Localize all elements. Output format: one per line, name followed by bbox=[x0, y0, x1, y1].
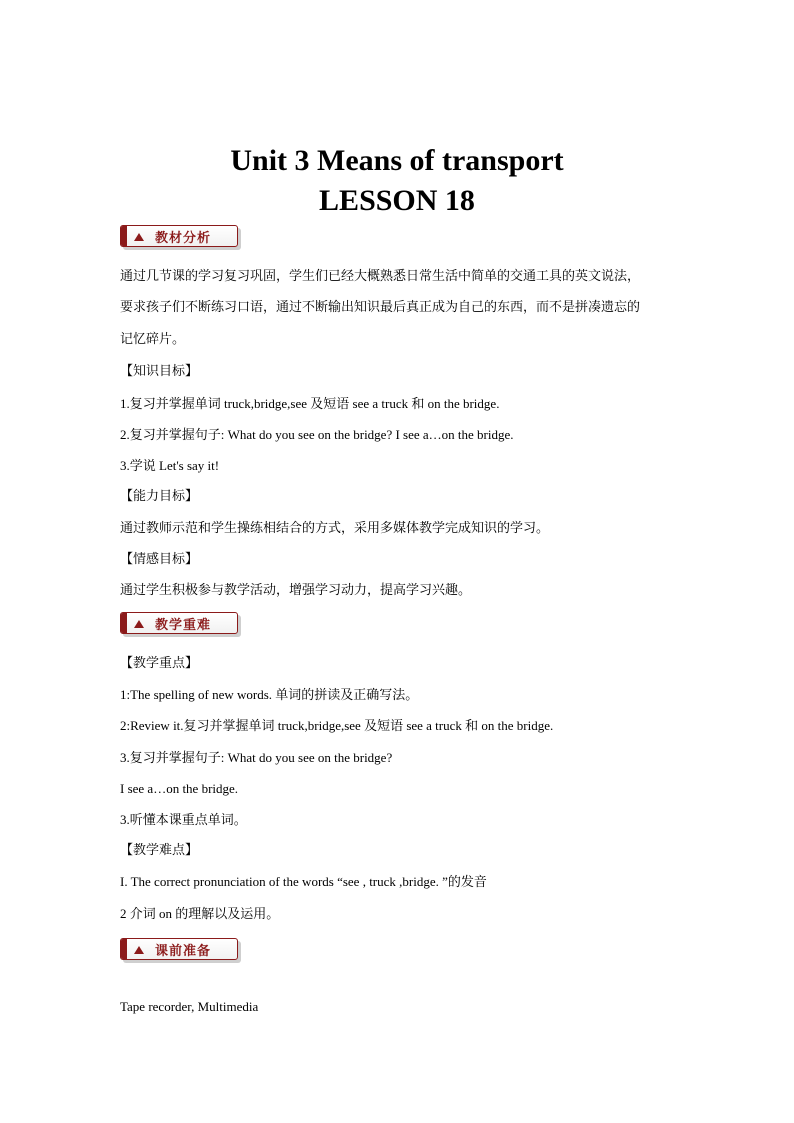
lesson-title: LESSON 18 bbox=[319, 184, 475, 217]
key-item-2: 2:Review it.复习并掌握单词 truck,bridge,see 及短语 see a truck 和 on the bridge. bbox=[120, 718, 554, 733]
knowledge-item-1: 1.复习并掌握单词 truck,bridge,see 及短语 see a truck 和 on the bridge. bbox=[120, 396, 500, 411]
key-item-4: I see a…on the bridge. bbox=[120, 781, 239, 796]
analysis-line-3: 记忆碎片。 bbox=[120, 332, 186, 347]
badge-bar bbox=[121, 226, 127, 246]
triangle-icon bbox=[134, 946, 144, 954]
section-badge-analysis bbox=[120, 225, 238, 247]
knowledge-heading: 【知识目标】 bbox=[120, 364, 199, 379]
badge-bar bbox=[121, 613, 127, 633]
knowledge-item-2: 2.复习并掌握句子: What do you see on the bridge? I see a…on the bridge. bbox=[120, 427, 514, 442]
knowledge-item-3: 3.学说 Let's say it! bbox=[120, 458, 220, 473]
triangle-icon bbox=[134, 620, 144, 628]
section-badge-key-difficult bbox=[120, 612, 238, 634]
triangle-icon bbox=[134, 233, 144, 241]
document-title: Unit 3 Means of transport bbox=[230, 144, 564, 177]
difficult-item-2: 2 介词 on 的理解以及运用。 bbox=[120, 906, 280, 921]
section-label-analysis: 教材分析 bbox=[155, 231, 212, 246]
preparation-text: Tape recorder, Multimedia bbox=[120, 999, 259, 1014]
difficult-heading: 【教学难点】 bbox=[120, 843, 199, 858]
emotion-text: 通过学生积极参与教学活动，增强学习动力，提高学习兴趣。 bbox=[120, 583, 472, 598]
section-label-key-difficult: 教学重难 bbox=[155, 618, 212, 633]
key-heading: 【教学重点】 bbox=[120, 656, 199, 671]
difficult-item-1: I. The correct pronunciation of the words “see , truck ,bridge. ”的发音 bbox=[120, 874, 487, 889]
analysis-line-2: 要求孩子们不断练习口语，通过不断输出知识最后真正成为自己的东西，而不是拼凑遗忘的 bbox=[120, 300, 641, 315]
key-item-3: 3.复习并掌握句子: What do you see on the bridge? bbox=[120, 750, 393, 765]
section-label-preparation: 课前准备 bbox=[155, 944, 212, 959]
emotion-heading: 【情感目标】 bbox=[120, 552, 199, 567]
key-item-5: 3.听懂本课重点单词。 bbox=[120, 812, 247, 827]
key-item-1: 1:The spelling of new words. 单词的拼读及正确写法。 bbox=[120, 687, 419, 702]
ability-heading: 【能力目标】 bbox=[120, 489, 199, 504]
badge-bar bbox=[121, 939, 127, 959]
section-badge-preparation bbox=[120, 938, 238, 960]
ability-text: 通过教师示范和学生操练相结合的方式，采用多媒体教学完成知识的学习。 bbox=[120, 521, 550, 536]
analysis-line-1: 通过几节课的学习复习巩固，学生们已经大概熟悉日常生活中简单的交通工具的英文说法， bbox=[120, 269, 641, 284]
